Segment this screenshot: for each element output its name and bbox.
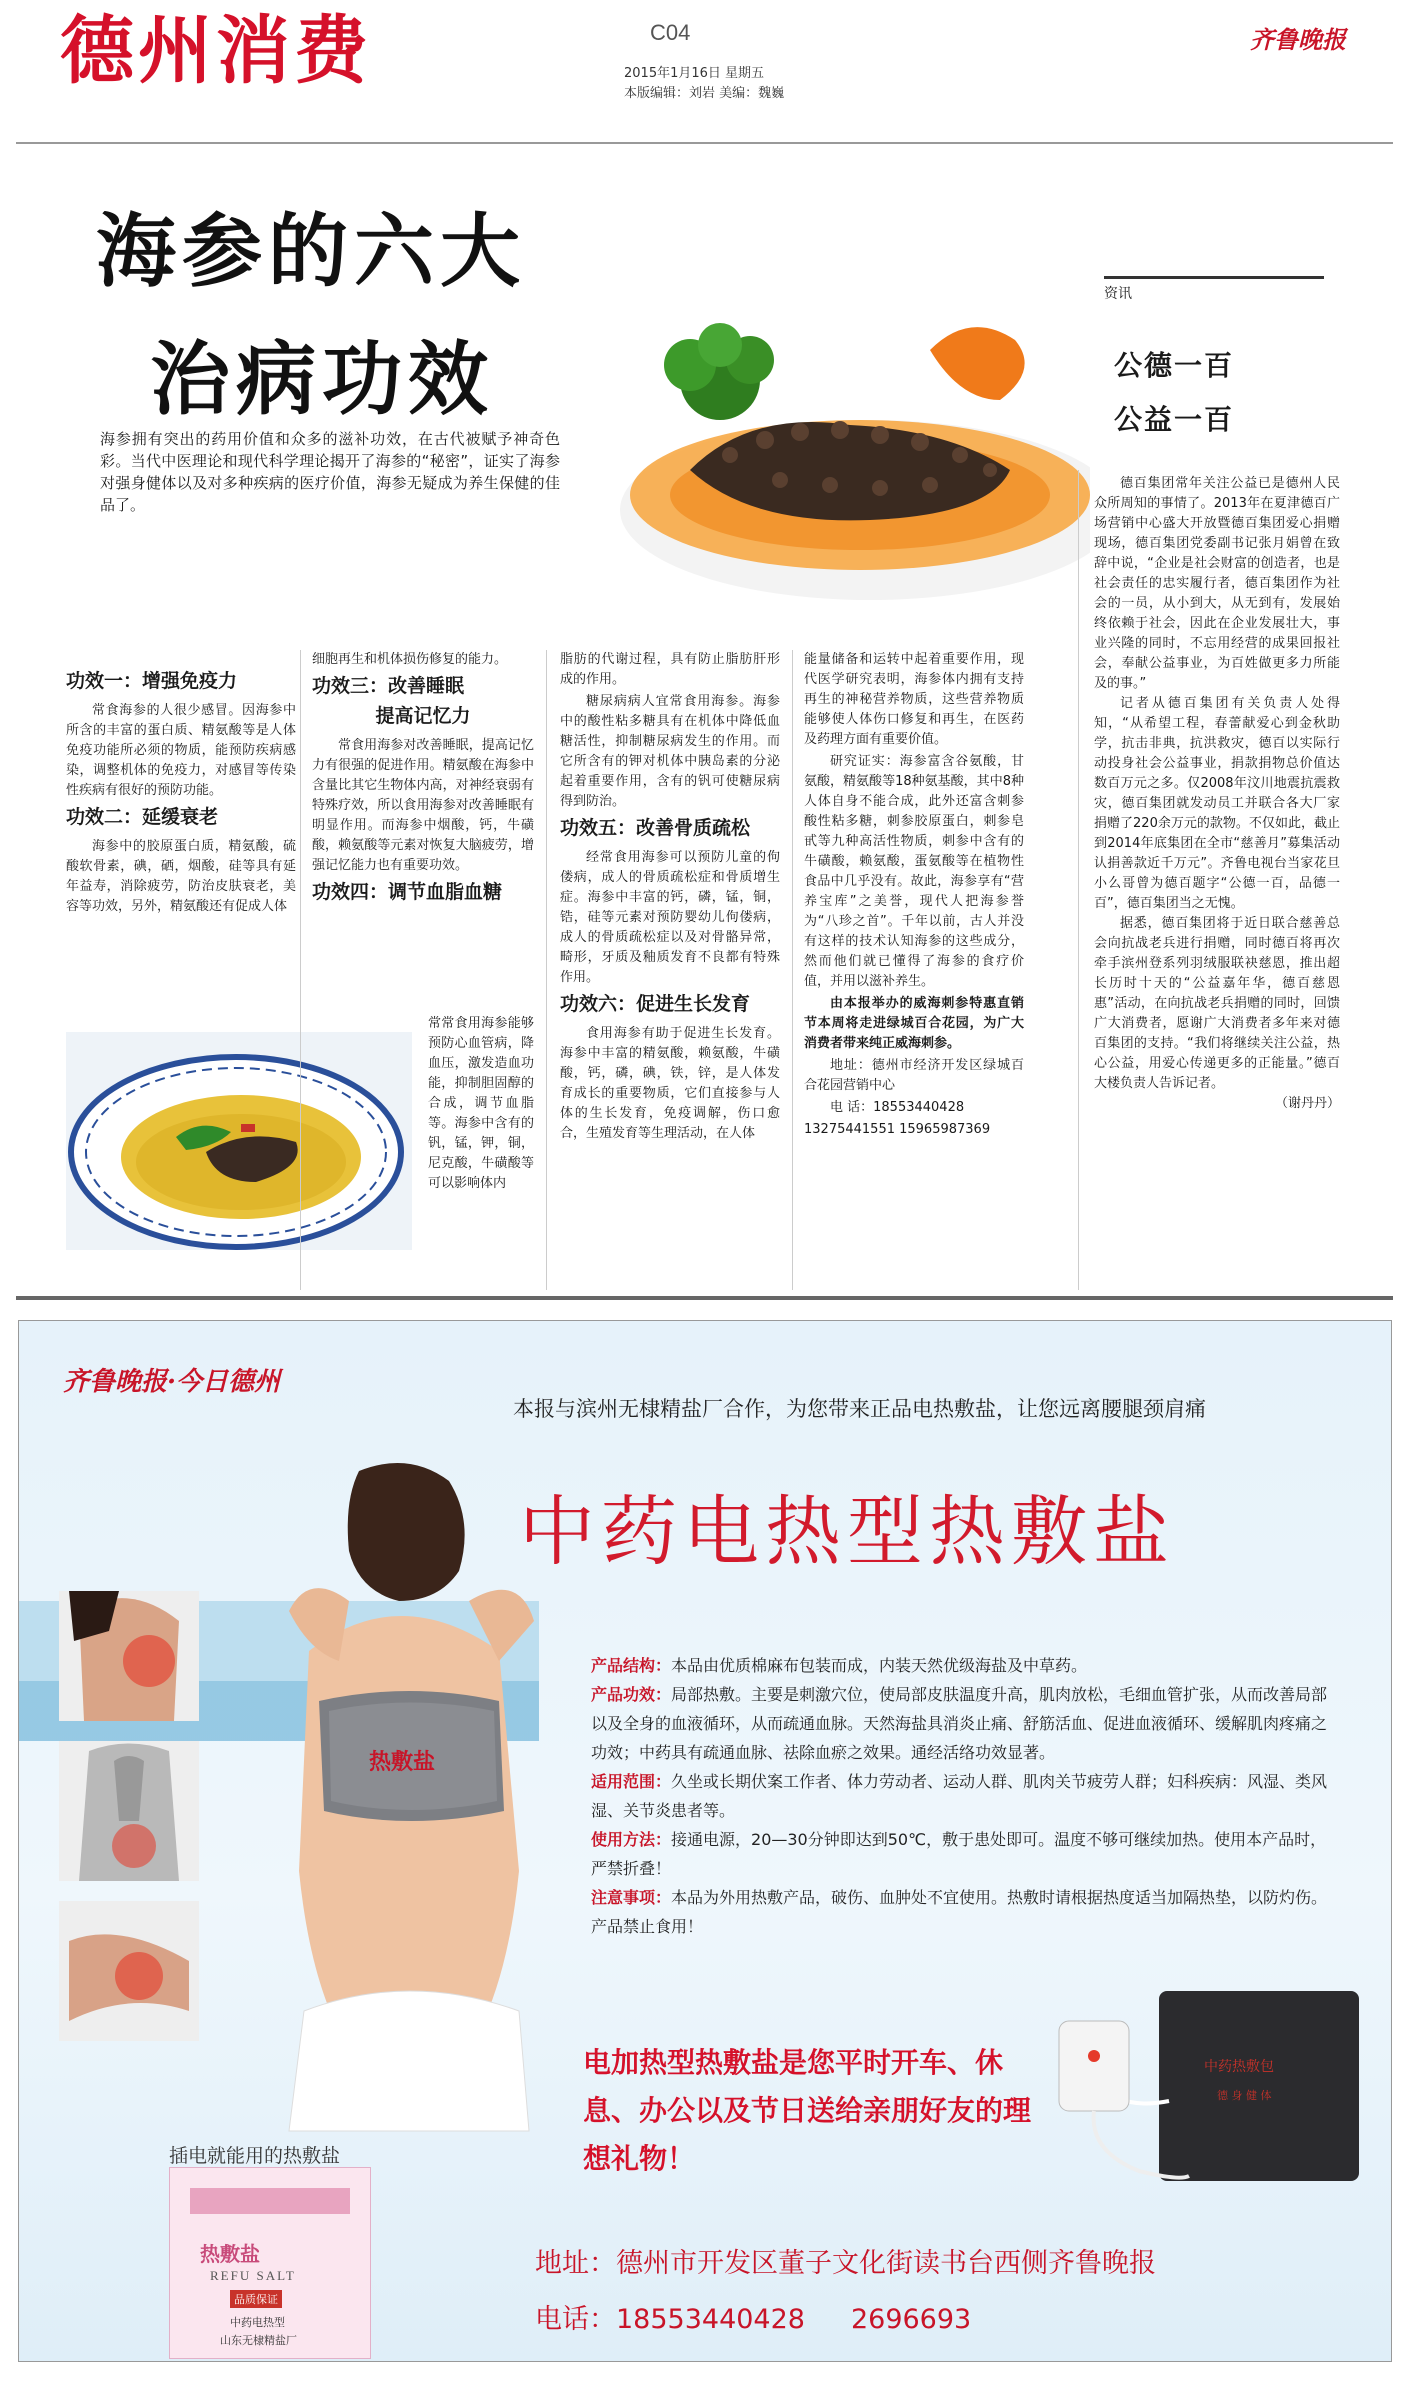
paragraph: 脂肪的代谢过程，具有防止脂肪肝形成的作用。 [560,652,780,687]
column-divider [300,650,301,1290]
paragraph: 糖尿病病人宜常食用海参。海参中的酸性粘多糖具有在机体中降低血糖活性，抑制糖尿病发生的作用。而它所含有的钾对机体中胰岛素的分泌起着重要作用，含有的钒可使糖尿病得到防治。 [560,694,780,809]
event-phone: 电 话：18553440428 [830,1100,965,1115]
paragraph: 记者从德百集团有关负责人处得知，“从希望工程，春蕾献爱心到金秋助学，抗击非典，抗洪救灾，德百以实际行动投身社会公益事业，捐款捐物总价值达数百万元之多。仅2008年汶川地震抗震救灾，德百集团就发动员工并联合各大厂家捐赠了220余万元的款物。不仅如此，截止到2014年底集团在全市“慈善月”募集活动认捐善款近千万元”。齐鲁电视台当家花旦小么哥曾为德百题字“公德一百，品德一百”，德百集团当之无愧。 [1094,696,1340,911]
ad-phone: 电话：18553440428 2696693 [535,2304,972,2335]
event-address: 地址：德州市经济开发区绿城百合花园营销中心 [804,1058,1024,1093]
column-divider [546,650,547,1290]
copy-usage: 使用方法：接通电源，20—30分钟即达到50℃，敷于患处即可。温度不够可继续加热。使用本产品时，严禁折叠！ [591,1830,1327,1878]
sidebar-body [1094,474,1340,1114]
subhead-sleep: 功效三：改善睡眠 [312,675,465,697]
paragraph: 常食海参的人很少感冒。因海参中所含的丰富的蛋白质、精氨酸等是人体免疫功能所必须的物质，能预防疾病感染，调整机体的免疫力，对感冒等传染性疾病有很好的预防功能。 [66,703,296,798]
sidebar-divider [1078,470,1079,1290]
copy-scope: 适用范围：久坐或长期伏案工作者、体力劳动者、运动人群、肌肉关节疲劳人群；妇科疾病：风湿、类风湿、关节炎患者等。 [591,1772,1328,1820]
article-column-3 [560,650,780,1146]
box-line-2: 山东无棣精盐厂 [220,2334,297,2347]
ad-plug-note: 插电就能用的热敷盐 [169,2145,341,2167]
event-phone-alt: 13275441551 15965987369 [804,1122,991,1137]
heat-pad-product-photo [1039,1981,1369,2191]
ad-slogan: 电加热型热敷盐是您平时开车、休息、办公以及节日送给亲朋好友的理想礼物！ [583,2046,1032,2175]
paragraph: 据悉，德百集团将于近日联合慈善总会向抗战老兵进行捐赠，同时德百将再次牵手滨州登系列羽绒服联袂慈恩，推出超长历时十天的“公益嘉年华，德百慈恩惠”活动，在向抗战老兵捐赠的同时，回馈广大消费者，愿谢广大消费者多年来对德百集团的支持。“我们将继续关注公益，热心公益，用爱心传递更多的正能量。”德百大楼负责人告诉记者。 [1094,916,1340,1091]
subhead-growth: 功效六：促进生长发育 [560,993,751,1015]
pad2-label: 中药热敷包 [1204,2059,1274,2075]
section-title: 德州消费 [60,8,372,94]
subhead-immunity: 功效一：增强免疫力 [66,670,238,692]
box-badge: 品质保证 [230,2290,282,2308]
editor-credits: 本版编辑：刘岩 美编：魏巍 [624,86,785,101]
paragraph-blood-lipid: 常常食用海参能够预防心血管病，降血压，激发造血功能，抑制胆固醇的合成，调节血脂等。海参中含有的钒，锰，钾，铜，尼克酸，牛磺酸等可以影响体内 [428,1016,534,1191]
paragraph: 研究证实：海参富含谷氨酸，甘氨酸，精氨酸等18种氨基酸，其中8种人体自身不能合成，此外还富含刺参酸性粘多糖，刺参胶原蛋白，刺参皂甙等九种高活性物质，刺参中含有的牛磺酸，赖氨酸，蛋氨酸等在植物性食品中几乎没有。故此，海参享有“营养宝库”之美誉，现代人把海参誉为“八珍之首”。千年以前，古人并没有这样的技术认知海参的这些成分，然而他们就已懂得了海参的食疗价值，并用以滋补养生。 [804,754,1024,989]
sidebar-tag: 资讯 [1104,276,1324,309]
section-divider [16,1296,1393,1300]
knee-pain-photo [59,1901,199,2041]
ad-address: 地址：德州市开发区董子文化街读书台西侧齐鲁晚报 [535,2248,1156,2279]
box-handle [190,2188,350,2214]
paragraph: 食用海参有助于促进生长发育。海参中丰富的精氨酸，赖氨酸，牛磺酸，钙，磷，碘，铁，锌，是人体发育成长的重要物质，它们直接参与人体的生长发育，免疫调解，伤口愈合，生殖发育等生理活动，在人体 [560,1026,780,1141]
subhead-bone: 功效五：改善骨质疏松 [560,817,751,839]
back-pain-photo [59,1741,199,1881]
copy-effect: 产品功效：局部热敷。主要是刺激穴位，使局部皮肤温度升高，肌肉放松，毛细血管扩张，从而改善局部以及全身的血液循环，从而疏通血脉。天然海盐具消炎止痛、舒筋活血、促进血液循环、缓解肌肉疼痛之功效；中药具有疏通血脉、祛除血瘀之效果。通经活络功效显著。 [591,1685,1328,1762]
byline: （谢丹丹） [1274,1096,1340,1111]
article-lead: 海参拥有突出的药用价值和众多的滋补功效，在古代被赋予神奇色彩。当代中医理论和现代科学理论揭开了海参的“秘密”，证实了海参对强身健体以及对多种疾病的医疗价值，海参无疑成为养生保健的佳品了。 [100,430,560,514]
phone-2: 2696693 [850,2304,972,2335]
subhead-memory: 提高记忆力 [375,705,471,727]
copy-caution: 注意事项：本品为外用热敷产品，破伤、血肿处不宜使用。热敷时请根据热度适当加隔热垫，以防灼伤。产品禁止食用！ [591,1888,1328,1936]
copy-structure: 产品结构：本品由优质棉麻布包装而成，内装天然优级海盐及中草药。 [591,1656,1088,1675]
article-column-1 [66,665,296,919]
article-column-4 [804,650,1024,1142]
masthead-divider [16,142,1393,144]
box-line-1: 中药电热型 [230,2316,285,2329]
pad2-sub: 德 身 健 体 [1217,2089,1272,2102]
product-box-photo [169,2167,371,2359]
shoulder-pain-photo [59,1591,199,1721]
ad-newspaper-logo: 齐鲁晚报·今日德州 [63,1367,281,1397]
ad-tagline: 本报与滨州无棣精盐厂合作，为您带来正品电热敷盐，让您远离腰腿颈肩痛 [513,1397,1206,1421]
paragraph: 海参中的胶原蛋白质，精氨酸，硫酸软骨素，碘，硒，烟酸，硅等具有延年益寿，消除疲劳，防治皮肤衰老，美容等功效，另外，精氨酸还有促成人体 [66,839,296,914]
page-number: C04 [650,20,691,45]
paragraph: 能量储备和运转中起着重要作用，现代医学研究表明，海参体内拥有支持再生的神秘营养物质，这些营养物质能够使人体伤口修复和再生，在医药及药理方面有重要价值。 [804,652,1024,747]
newspaper-logo: 齐鲁晚报 [1250,25,1346,54]
subhead-blood-lipid: 功效四：调节血脂血糖 [312,881,503,903]
paragraph: 德百集团常年关注公益已是德州人民众所周知的事情了。2013年在夏津德百广场营销中心盛大开放暨德百集团爱心捐赠现场，德百集团党委副书记张月娟曾在致辞中说，“企业是社会财富的创造者，也是社会责任的忠实履行者，德百集团作为社会的一员，从小到大，从无到有，发展始终依赖于社会，因此在企业发展壮大，事业兴隆的同时，不忘用经营的成果回报社会，奉献公益事业，为百姓做更多力所能及的事。” [1094,476,1340,691]
column-divider [792,650,793,1290]
sidebar-title-1: 公德一百 [1114,349,1235,382]
ad-product-copy [591,1651,1331,1941]
advertisement [18,1320,1392,2362]
headline-line-2: 治病功效 [150,333,494,426]
sidebar-title-2: 公益一百 [1114,403,1235,436]
soup-bowl-photo [66,1032,412,1250]
issue-date: 2015年1月16日 星期五 [624,66,765,81]
ad-product-title: 中药电热型热敷盐 [519,1487,1175,1576]
box-title: 热敷盐 [200,2242,260,2266]
pad-label: 热敷盐 [369,1750,436,1775]
subhead-anti-aging: 功效二：延缓衰老 [66,806,219,828]
woman-with-heat-pad-photo [249,1451,569,2141]
paragraph: 常食用海参对改善睡眠，提高记忆力有很强的促进作用。精氨酸在海参中含量比其它生物体内高，对神经衰弱有特殊疗效，所以食用海参对改善睡眠有明显作用。而海参中烟酸，钙，牛磺酸，赖氨酸等元素对恢复大脑疲劳，增强记忆能力也有重要功效。 [312,738,534,873]
headline-line-1: 海参的六大 [96,205,526,298]
paragraph: 细胞再生和机体损伤修复的能力。 [312,652,508,667]
paragraph: 经常食用海参可以预防儿童的佝偻病，成人的骨质疏松症和骨质增生症。海参中丰富的钙，磷，锰，铜，锆，硅等元素对预防婴幼儿佝偻病，成人的骨质疏松症以及对骨骼异常，畸形，牙质及釉质发育不良都有特殊作用。 [560,850,780,985]
event-notice: 由本报举办的威海刺参特惠直销节本周将走进绿城百合花园，为广大消费者带来纯正威海刺参。 [804,996,1024,1051]
box-english-name: REFU SALT [210,2268,296,2283]
sea-cucumber-photo [570,280,1090,620]
article-column-2 [312,650,534,912]
phone-1: 18553440428 [616,2304,805,2335]
